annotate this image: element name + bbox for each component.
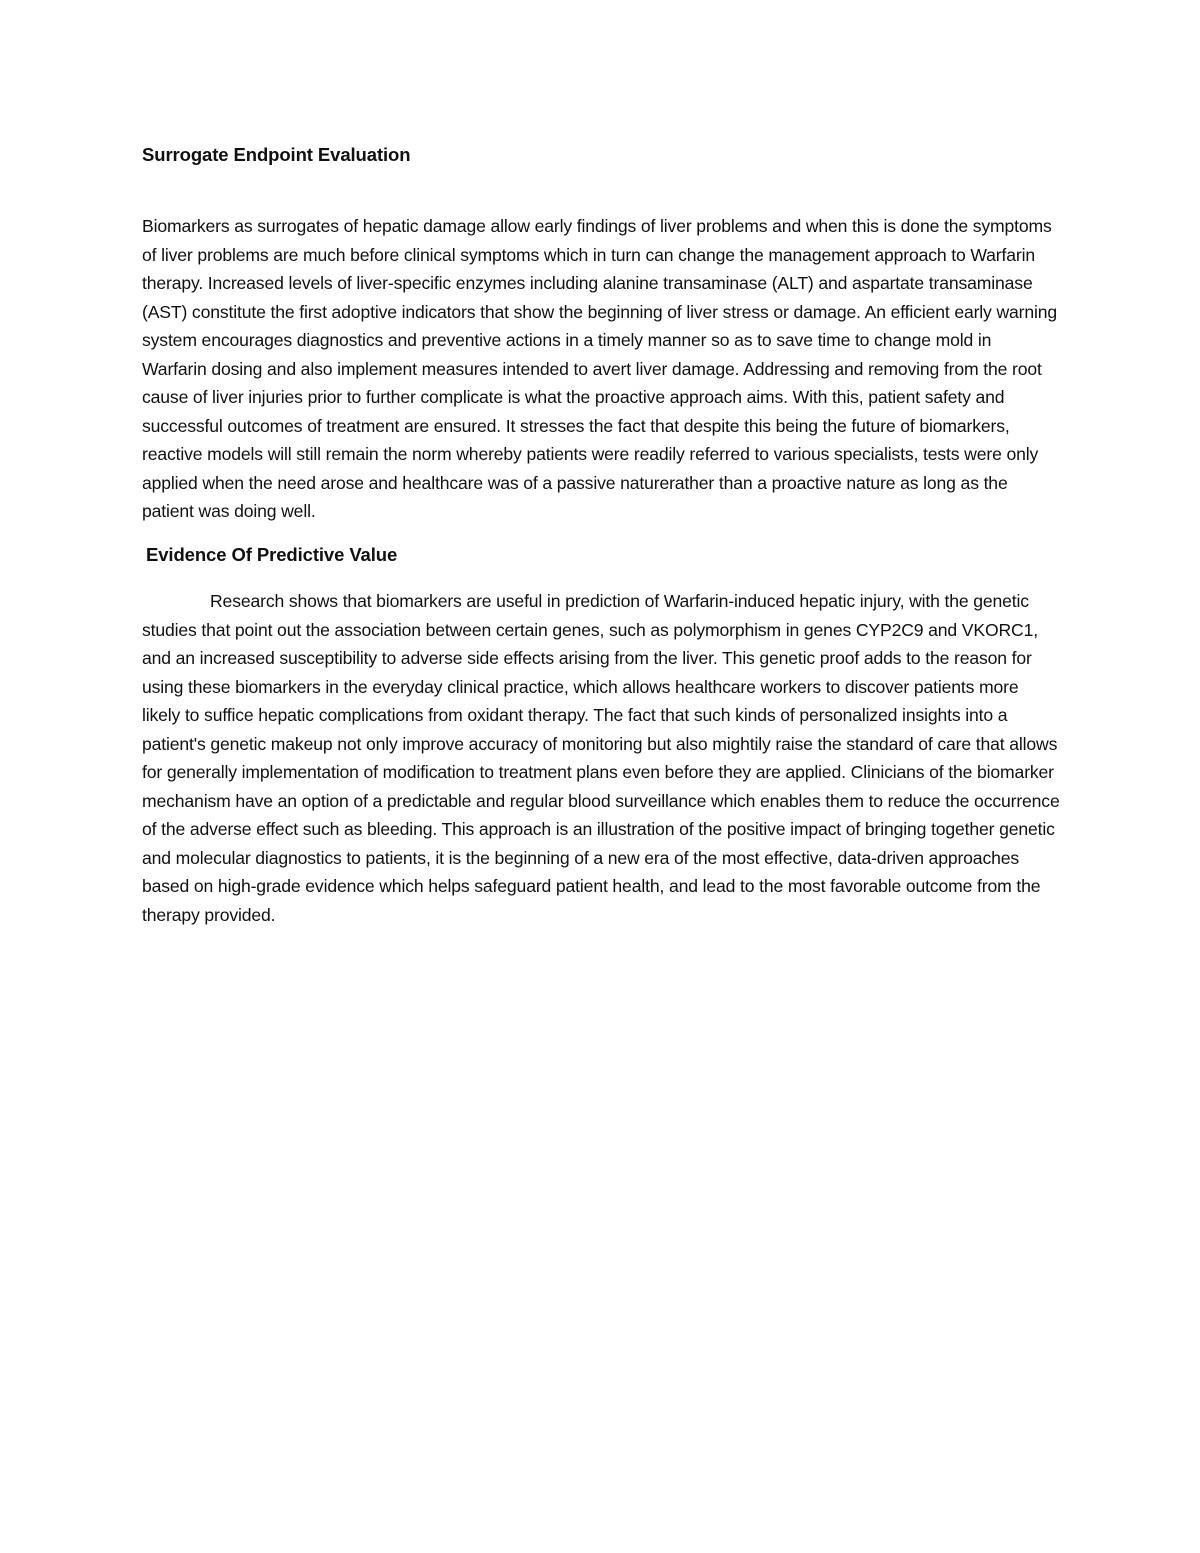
paragraph-predictive-value: Research shows that biomarkers are useful in prediction of Warfarin-induced hepatic injury, with the genetic studies that point out the association between certain genes, such as polymorphism in genes CYP2C9 and VKORC1, and an increased susceptibility to adverse side effects arising from the liver. This genetic proof adds to the reason for using these biomarkers in the everyday clinical practice, which allows healthcare workers to discover patients more likely to suffice hepatic complications from oxidant therapy. The fact that such kinds of personalized insights into a patient's genetic makeup not only improve accuracy of monitoring but also mightily raise the standard of care that allows for generally implementation of modification to treatment plans even before they are applied. Clinicians of the biomarker mechanism have an option of a predictable and regular blood surveillance which enables them to reduce the occurrence of the adverse effect such as bleeding. This approach is an illustration of the positive impact of bringing together genetic and molecular diagnostics to patients, it is the beginning of a new era of the most effective, data-driven approaches based on high-grade evidence which helps safeguard patient health, and lead to the most favorable outcome from the therapy provided.	[142, 591, 1060, 926]
section-heading-predictive-value: Evidence Of Predictive Value	[146, 544, 398, 566]
paragraph-surrogate-endpoint: Biomarkers as surrogates of hepatic damage allow early findings of liver problems and when this is done the symptoms of liver problems are much before clinical symptoms which in turn can change the management approach to Warfarin therapy. Increased levels of liver-specific enzymes including alanine transaminase (ALT) and aspartate transaminase (AST) constitute the first adoptive indicators that show the beginning of liver stress or damage. An efficient early warning system encourages diagnostics and preventive actions in a timely manner so as to save time to change mold in Warfarin dosing and also implement measures intended to avert liver damage. Addressing and removing from the root cause of liver injuries prior to further complicate is what the proactive approach aims. With this, patient safety and successful outcomes of treatment are ensured. It stresses the fact that despite this being the future of biomarkers, reactive models will still remain the norm whereby patients were readily referred to various specialists, tests were only applied when the need arose and healthcare was of a passive naturerather than a proactive nature as long as the patient was doing well.	[142, 216, 1058, 522]
document-body	[142, 140, 1060, 930]
section-heading-surrogate-endpoint: Surrogate Endpoint Evaluation	[142, 144, 411, 165]
